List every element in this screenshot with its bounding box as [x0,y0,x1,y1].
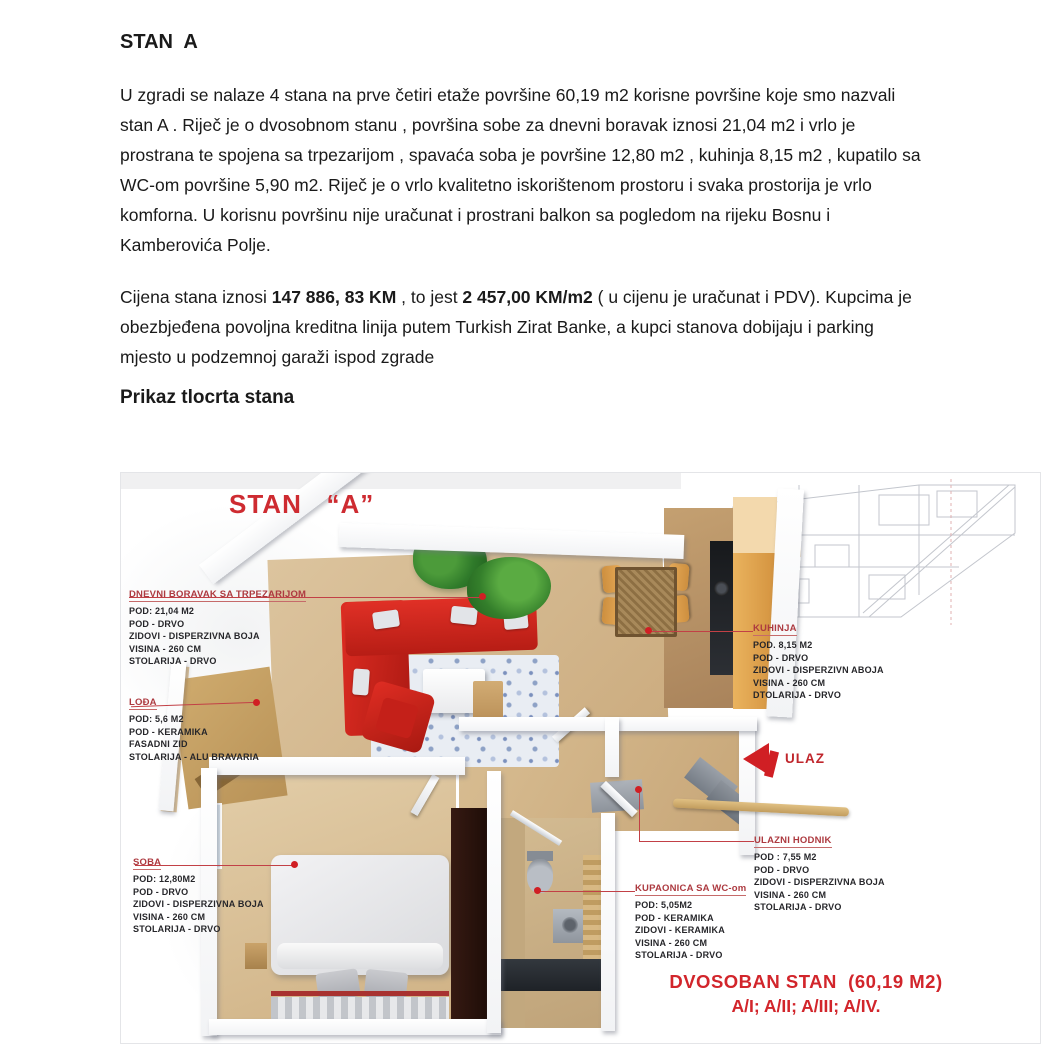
room-label-title: LOĐA [129,697,157,708]
room-label-living [129,584,329,668]
wall [605,717,619,777]
leader-dot-bathroom [534,887,541,894]
room-spec-line: ZIDOVI - DISPERZIVNA BOJA [133,899,264,909]
room-label-specs [133,873,333,936]
room-spec-line: POD : 7,55 M2 [754,852,817,862]
bed-duvet-fold [277,943,443,969]
caption-line2: A/I; A/II; A/III; A/IV. [731,996,881,1016]
entrance-label: ULAZ [785,751,825,766]
sofa-cushion [450,606,478,626]
room-spec-line: VISINA - 260 CM [753,677,826,688]
leader-dot-hall [635,786,642,793]
bathroom-cabinet [583,855,603,965]
ambient-strip [121,473,681,489]
floorplan-caption [641,971,971,1017]
plan-heading: Prikaz tlocrta stana [120,386,295,408]
room-spec-line: POD - KERAMIKA [129,726,208,737]
wall [739,721,755,855]
room-label-title: KUHINJA [753,623,797,634]
room-spec-line: STOLARIJA - DRVO [133,924,221,934]
room-spec-line: ZIDOVI - DISPERZIVNA BOJA [129,631,260,641]
room-spec-line: VISINA - 260 CM [635,937,708,948]
price-text-mid: , to jest [396,286,463,307]
room-label-bedroom [133,852,333,936]
room-label-bathroom [635,878,835,962]
room-spec-line: POD: 5,6 M2 [129,714,184,724]
room-spec-line: POD - DRVO [129,618,185,629]
price-text-pre: Cijena stana iznosi [120,286,272,307]
cooktop [714,581,729,596]
room-spec-line: DTOLARIJA - DRVO [753,690,842,700]
room-spec-line: STOLARIJA - ALU BRAVARIA [129,751,260,762]
room-label-title: KUPAONICA SA WC-om [635,883,747,894]
room-label-specs [635,899,835,962]
room-spec-line: FASADNI ZID [129,739,188,749]
room-spec-line: VISINA - 260 CM [754,889,827,900]
room-spec-line: POD - DRVO [133,886,189,897]
room-spec-line: POD: 21,04 M2 [129,606,195,616]
price-text-post: ( u cijenu je uračunat i PDV). Kupcima je obezbjeđena povoljna kreditna linija putem Turkish Zirat Banke, a kupci stanova dobijaju i parking mjesto u podzemnoj garaži ispod zgrade [120,286,912,367]
room-spec-line: POD: 5,05M2 [635,900,693,910]
room-spec-line: POD - DRVO [754,864,810,875]
wardrobe [451,808,487,1032]
room-label-kitchen [753,618,953,702]
nightstand [245,943,267,969]
caption-line1: DVOSOBAN STAN (60,19 M2) [669,971,943,992]
room-label-title: DNEVNI BORAVAK SA TRPEZARIJOM [129,589,307,600]
wall [209,1019,501,1035]
bathroom-mat [501,959,603,991]
room-spec-line: STOLARIJA - DRVO [129,656,217,666]
room-label-title: ULAZNI HODNIK [754,835,832,846]
leader-line-kitchen [651,631,753,632]
page-title: STAN A [120,31,198,54]
washing-machine-door [562,917,578,933]
room-spec-line: VISINA - 260 CM [129,643,202,654]
leader-dot-kitchen [645,627,652,634]
price-per-m2: 2 457,00 KM/m2 [462,286,593,307]
floorplan-figure [120,472,1041,1044]
room-spec-line: ZIDOVI - DISPERZIVNA BOJA [754,877,885,887]
room-spec-line: POD. 8,15 M2 [753,640,813,650]
bed-frame-edge [271,991,449,996]
sofa-cushion [372,609,400,629]
room-spec-line: STOLARIJA - DRVO [635,950,723,960]
leader-line-hall-vertical [639,791,640,842]
intro-paragraph: U zgradi se nalaze 4 stana na prve četiri etaže površine 60,19 m2 korisne površine koje smo nazvali stan A . Riječ je o dvosobnom stanu , površina sobe za dnevni boravak iznosi 21,04 m2 i vrlo je prostrana te spojena sa trpezarijom , spavaća soba je površine 12,80 m2 , kuhinja 8,15 m2 , kupatilo sa WC-om površine 5,90 m2. Riječ je o vrlo kvalitetno iskorištenom prostoru i svaka prostorija je vrlo komforna. U korisnu površinu nije uračunat i prostrani balkon sa pogledom na rijeku Bosnu i Kamberovića Polje. [120,84,921,255]
wall [601,813,615,1031]
price-paragraph [120,282,926,372]
room-spec-line: POD: 12,80M2 [133,874,196,884]
room-label-specs [129,605,329,668]
kitchen-cabinet-top [733,497,777,553]
room-label-specs [753,639,953,702]
room-label-loggia [129,692,329,763]
sofa-cushion [352,668,370,695]
bathroom-wall-strip [499,818,525,1028]
floorplan-title: STAN “A” [229,489,375,519]
room-spec-line: STOLARIJA - DRVO [754,902,842,912]
room-spec-line: VISINA - 260 CM [133,911,206,922]
room-label-specs [129,713,329,763]
room-spec-line: ZIDOVI - DISPERZIVN ABOJA [753,665,884,675]
leader-line-hall [639,841,754,842]
room-label-title: SOBA [133,857,162,868]
leader-line-bathroom [539,891,635,892]
room-spec-line: POD - DRVO [753,652,809,663]
kitchen-counter [710,541,733,675]
price-total: 147 886, 83 KM [271,286,397,307]
room-spec-line: POD - KERAMIKA [635,912,714,923]
wall [487,771,501,1033]
leader-dot-living [479,593,486,600]
room-spec-line: ZIDOVI - KERAMIKA [635,925,725,935]
